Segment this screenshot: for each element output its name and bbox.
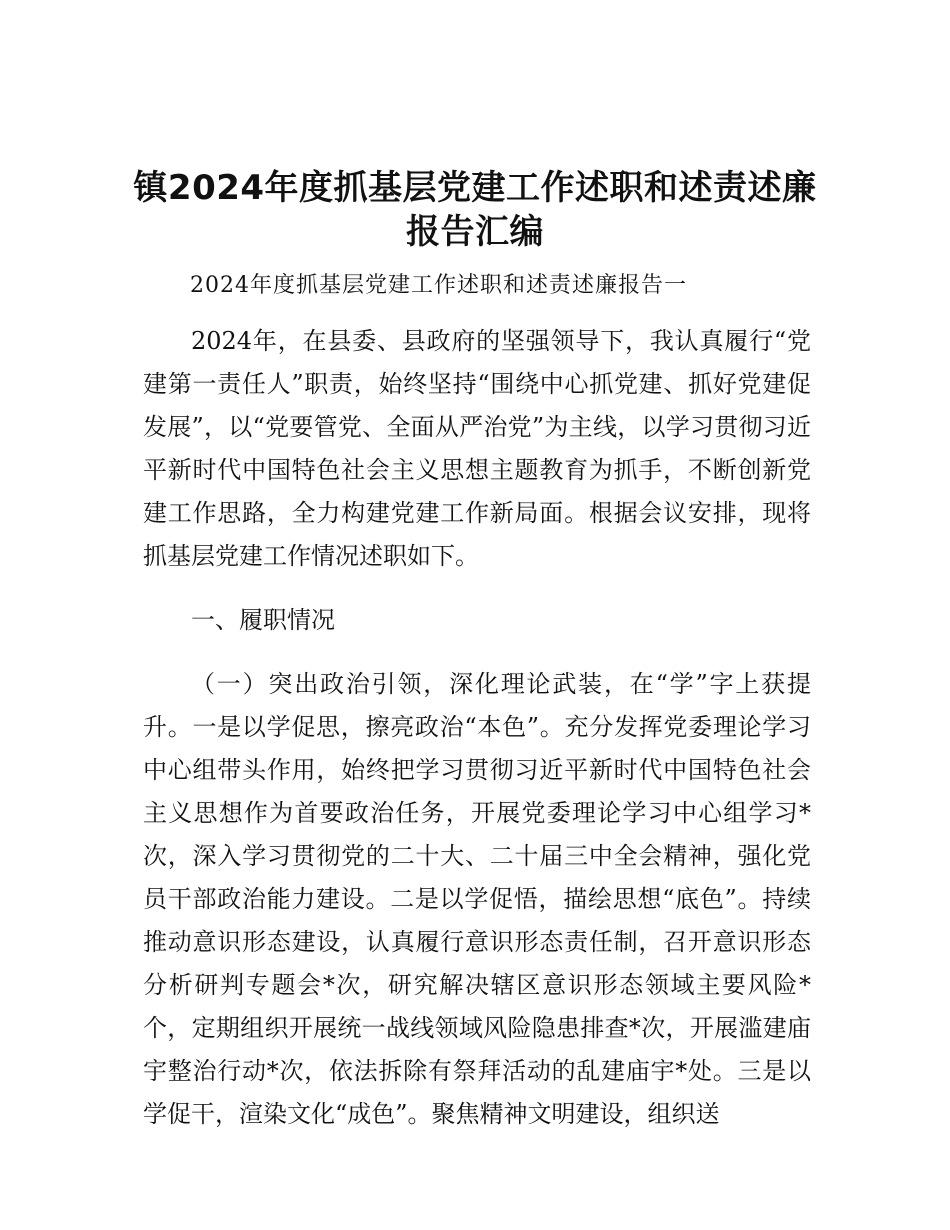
document-title: 镇2024年度抓基层党建工作述职和述责述廉报告汇编 — [133, 168, 817, 252]
body-paragraph: （一）突出政治引领，深化理论武装，在“学”字上获提升。一是以学促思，擦亮政治“本色”。充分发挥党委理论学习中心组带头作用，始终把学习贯彻习近平新时代中国特色社会主义思想作为首要政治任务，开展党委理论学习中心组学习*次，深入学习贯彻党的二十大、二十届三中全会精神，强化党员干部政治能力建设。二是以学促悟，描绘思想“底色”。持续推动意识形态建设，认真履行意识形态责任制，召开意识形态分析研判专题会*次，研究解决辖区意识形态领域主要风险*个，定期组织开展统一战线领域风险隐患排查*次，开展滥建庙宇整治行动*次，依法拆除有祭拜活动的乱建庙宇*处。三是以学促干，渲染文化“成色”。聚焦精神文明建设，组织送 — [143, 670, 811, 1128]
document-subtitle: 2024年度抓基层党建工作述职和述责述廉报告一 — [190, 273, 687, 298]
section-heading: 一、履职情况 — [191, 606, 335, 634]
intro-paragraph: 2024年，在县委、县政府的坚强领导下，我认真履行“党建第一责任人”职责，始终坚持“围绕中心抓党建、抓好党建促发展”，以“党要管党、全面从严治党”为主线，以学习贯彻习近平新时代中国特色社会主义思想主题教育为抓手，不断创新党建工作思路，全力构建党建工作新局面。根据会议安排，现将抓基层党建工作情况述职如下。 — [143, 327, 811, 570]
document-body — [143, 320, 811, 1136]
